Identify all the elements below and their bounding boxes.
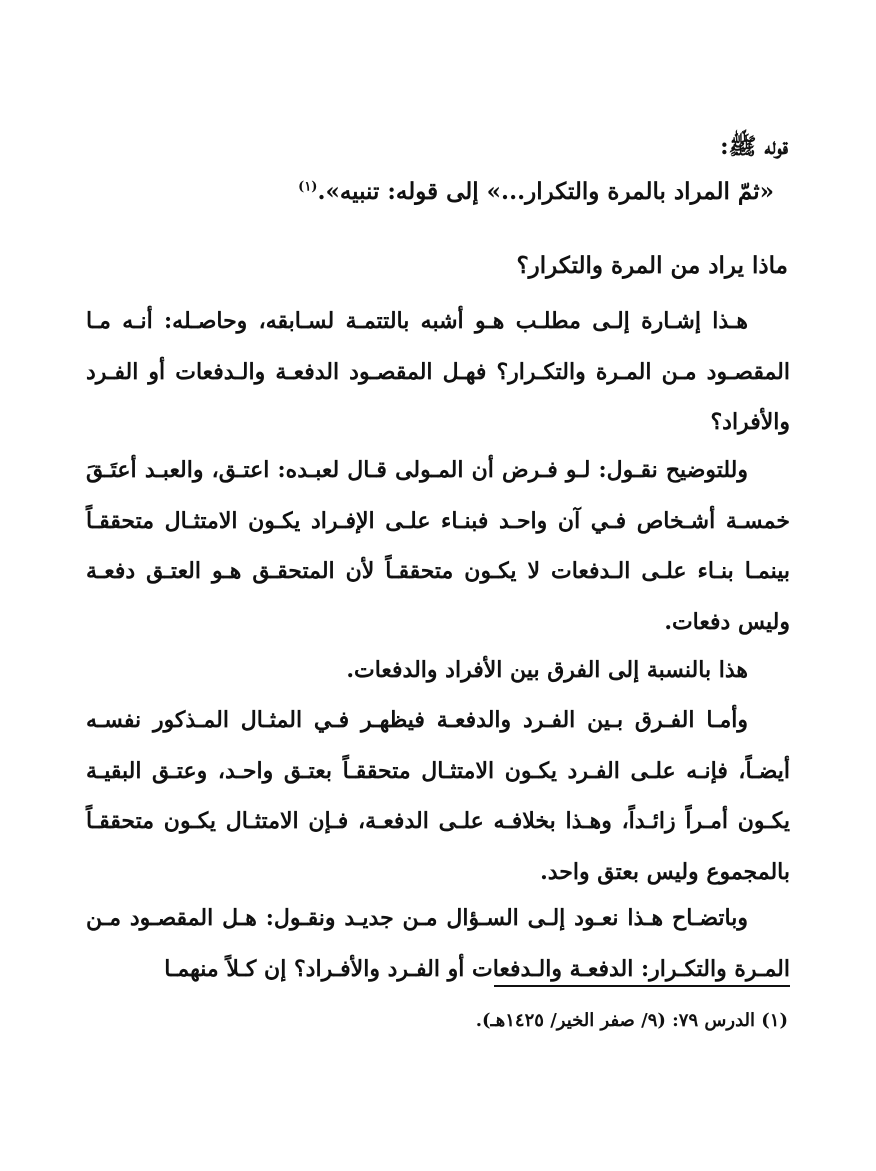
footnote-reference[interactable]: (١) xyxy=(298,179,318,195)
paragraph-5: وباتضـاح هـذا نعـود إلـى السـؤال مـن جديـد ونقـول: هـل المقصـود مـن المـرة والتكـرار: الدفعـة والـدفعات أو الفـرد والأفـراد؟ إن كـلاً منهمـا xyxy=(86,905,790,982)
paragraph-2: وللتوضيح نقـول: لـو فـرض أن المـولى قـال لعبـده: اعتـق، والعبـد أعتَـقَ خمسـة أشـخاص فـي آن واحـد فبنـاء علـى الإفـراد يكـون الامتثـال متحققـاً بينمـا بنـاء علـى الـدفعات لا يكـون متحققـاً لأن المتحقـق هـو العتـق دفعـة وليس دفعات. xyxy=(86,457,790,635)
section-heading: قوله ﷺ: xyxy=(720,133,788,160)
paragraph-1: هـذا إشـارة إلـى مطلـب هـو أشبه بالتتمـة لسـابقه، وحاصـله: أنـه مـا المقصـود مـن المـرة والتكـرار؟ فهـل المقصـود الدفعـة والـدفعات أو الفـرد والأفراد؟ xyxy=(86,308,790,436)
paragraph-3: هذا بالنسبة إلى الفرق بين الأفراد والدفعات. xyxy=(346,657,748,683)
paragraph-4: وأمـا الفـرق بـين الفـرد والدفعـة فيظهـر فـي المثـال المـذكور نفسـه أيضـاً، فإنـه علـى الفـرد يكـون الامتثـال متحققـاً بعتـق واحـد، وعتـق البقيـة يكـون أمـراً زائـداً، وهـذا بخلافـه علـى الدفعـة، فـإن الامتثـال يكـون متحققـاً بالمجموع وليس بعتق واحد. xyxy=(86,707,790,885)
quoted-passage xyxy=(298,178,774,205)
footnote-divider xyxy=(494,985,790,987)
question-heading: ماذا يراد من المرة والتكرار؟ xyxy=(516,252,788,279)
footnote: (١) الدرس ٧٩: (٩/ صفر الخير/ ١٤٢٥هـ). xyxy=(475,1010,788,1031)
quote-text: «ثمّ المراد بالمرة والتكرار...» إلى قوله: تنبيه». xyxy=(317,178,774,205)
